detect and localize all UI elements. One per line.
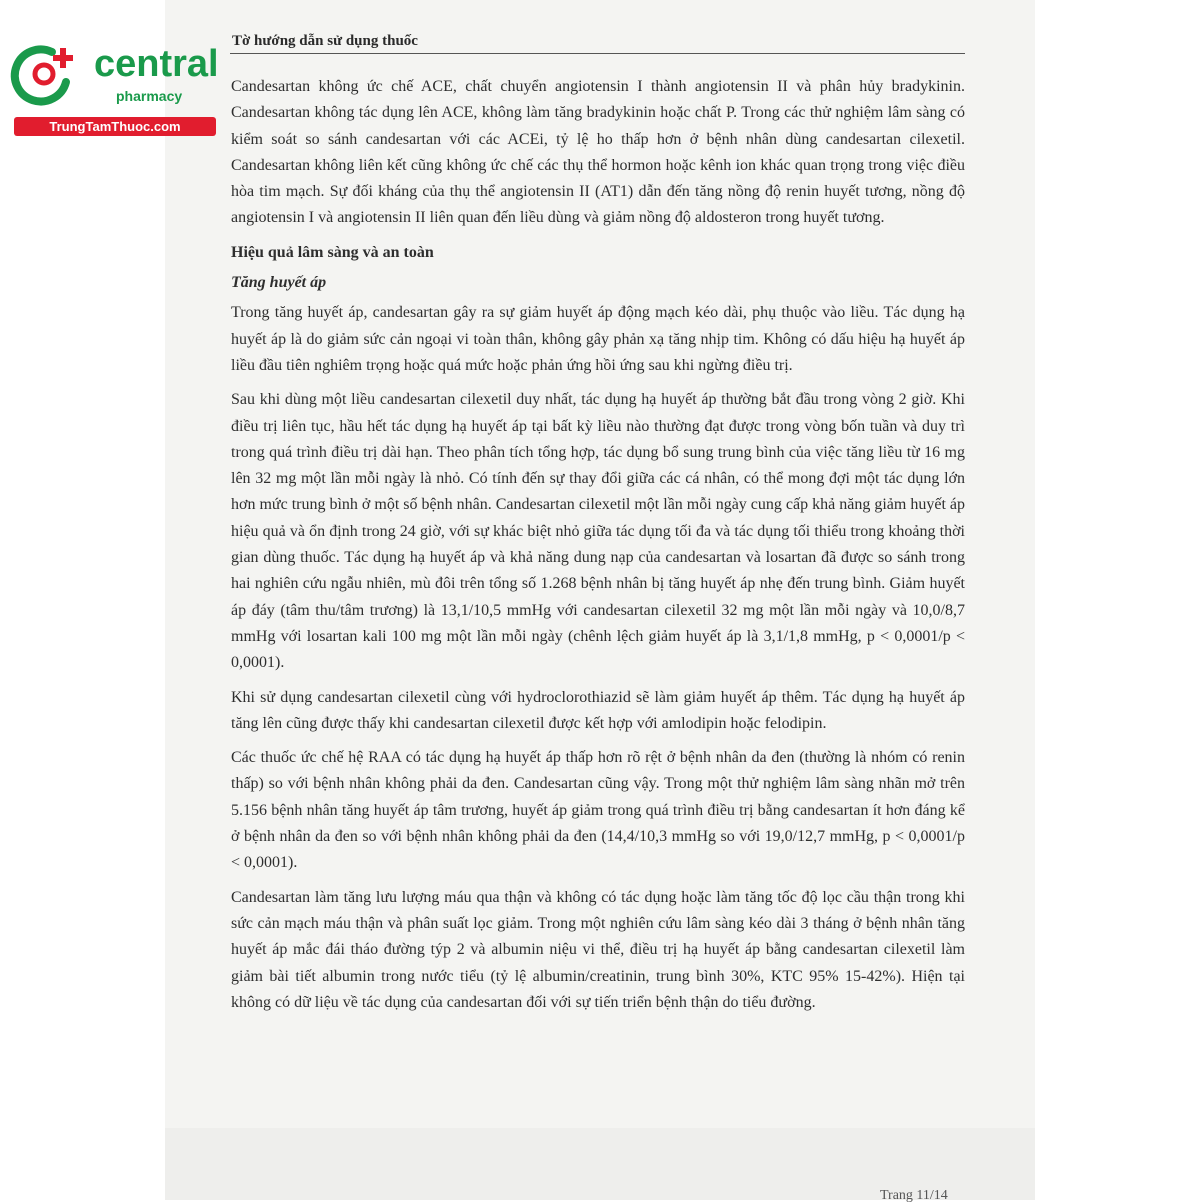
paragraph: Sau khi dùng một liều candesartan cilexetil duy nhất, tác dụng hạ huyết áp thường bắt đầu trong vòng 2 giờ. Khi điều trị liên tục, hầu hết tác dụng hạ huyết áp tại bất kỳ liều nào thường đạt được trong vòng bốn tuần và duy trì trong quá trình điều trị dài hạn. Theo phân tích tổng hợp, tác dụng bổ sung trung bình của việc tăng liều từ 16 mg lên 32 mg một lần mỗi ngày là nhỏ. Có tính đến sự thay đổi giữa các cá nhân, có thể mong đợi một tác dụng lớn hơn mức trung bình ở một số bệnh nhân. Candesartan cilexetil một lần mỗi ngày cung cấp khả năng giảm huyết áp hiệu quả và ổn định trong 24 giờ, với sự khác biệt nhỏ giữa tác dụng tối đa và tác dụng tối thiểu trong khoảng thời gian dùng thuốc. Tác dụng hạ huyết áp và khả năng dung nạp của candesartan và losartan đã được so sánh trong hai nghiên cứu ngẫu nhiên, mù đôi trên tổng số 1.268 bệnh nhân bị tăng huyết áp nhẹ đến trung bình. Giảm huyết áp đáy (tâm thu/tâm trương) là 13,1/10,5 mmHg với candesartan cilexetil 32 mg một lần mỗi ngày và 10,0/8,7 mmHg với losartan kali 100 mg một lần mỗi ngày (chênh lệch giảm huyết áp là 3,1/1,8 mmHg, p < 0,0001/p < 0,0001).: [231, 391, 965, 672]
brand-subtitle: pharmacy: [116, 88, 183, 104]
page-number: Trang 11/14: [880, 1188, 948, 1203]
paragraph: Các thuốc ức chế hệ RAA có tác dụng hạ huyết áp thấp hơn rõ rệt ở bệnh nhân da đen (thường là nhóm có renin thấp) so với bệnh nhân không phải da đen. Candesartan cũng vậy. Trong một thử nghiệm lâm sàng nhãn mở trên 5.156 bệnh nhân tăng huyết áp tâm trương, huyết áp giảm trong quá trình điều trị bằng candesartan ít hơn đáng kể ở bệnh nhân da đen so với bệnh nhân không phải da đen (14,4/10,3 mmHg so với 19,0/12,7 mmHg, p < 0,0001/p < 0,0001).: [231, 749, 965, 872]
central-pharmacy-logo: [8, 38, 218, 138]
section-heading: Hiệu quả lâm sàng và an toàn: [231, 243, 434, 261]
document-body: [231, 74, 965, 1024]
brand-name: central: [94, 43, 219, 85]
pharmacy-cross-icon: [8, 38, 80, 110]
header-divider: [230, 53, 965, 54]
paragraph: Trong tăng huyết áp, candesartan gây ra sự giảm huyết áp động mạch kéo dài, phụ thuộc vào liều. Tác dụng hạ huyết áp là do giảm sức cản ngoại vi toàn thân, không gây phản xạ tăng nhịp tim. Không có dấu hiệu hạ huyết áp liều đầu tiên nghiêm trọng hoặc quá mức hoặc phản ứng hồi ứng sau khi ngừng điều trị.: [231, 304, 965, 374]
section-subheading: Tăng huyết áp: [231, 274, 327, 292]
paragraph: Candesartan không ức chế ACE, chất chuyển angiotensin I thành angiotensin II và phân hủy bradykinin. Candesartan không tác dụng lên ACE, không làm tăng bradykinin hoặc chất P. Trong các thử nghiệm lâm sàng có kiểm soát so sánh candesartan với các ACEi, tỷ lệ ho thấp hơn ở bệnh nhân dùng candesartan cilexetil. Candesartan không liên kết cũng không ức chế các thụ thể hormon hoặc kênh ion khác quan trọng trong việc điều hòa tim mạch. Sự đối kháng của thụ thể angiotensin II (AT1) dẫn đến tăng nồng độ renin huyết tương, nồng độ angiotensin I và angiotensin II liên quan đến liều dùng và giảm nồng độ aldosteron trong huyết tương.: [231, 78, 965, 227]
paragraph: Candesartan làm tăng lưu lượng máu qua thận và không có tác dụng hoặc làm tăng tốc độ lọc cầu thận trong khi sức cản mạch máu thận và phân suất lọc giảm. Trong một nghiên cứu lâm sàng kéo dài 3 tháng ở bệnh nhân tăng huyết áp mắc đái tháo đường týp 2 và albumin niệu vi thể, điều trị hạ huyết áp bằng candesartan cilexetil làm giảm bài tiết albumin trong nước tiểu (tỷ lệ albumin/creatinin, trung bình 30%, KTC 95% 15-42%). Hiện tại không có dữ liệu về tác dụng của candesartan đối với sự tiến triển bệnh thận do tiểu đường.: [231, 888, 965, 1011]
paragraph: Khi sử dụng candesartan cilexetil cùng với hydroclorothiazid sẽ làm giảm huyết áp thêm. Tác dụng hạ huyết áp tăng lên cũng được thấy khi candesartan cilexetil được kết hợp với amlodipin hoặc felodipin.: [231, 688, 965, 732]
website-banner: TrungTamThuoc.com: [14, 117, 216, 136]
document-header: Tờ hướng dẫn sử dụng thuốc: [232, 33, 418, 49]
